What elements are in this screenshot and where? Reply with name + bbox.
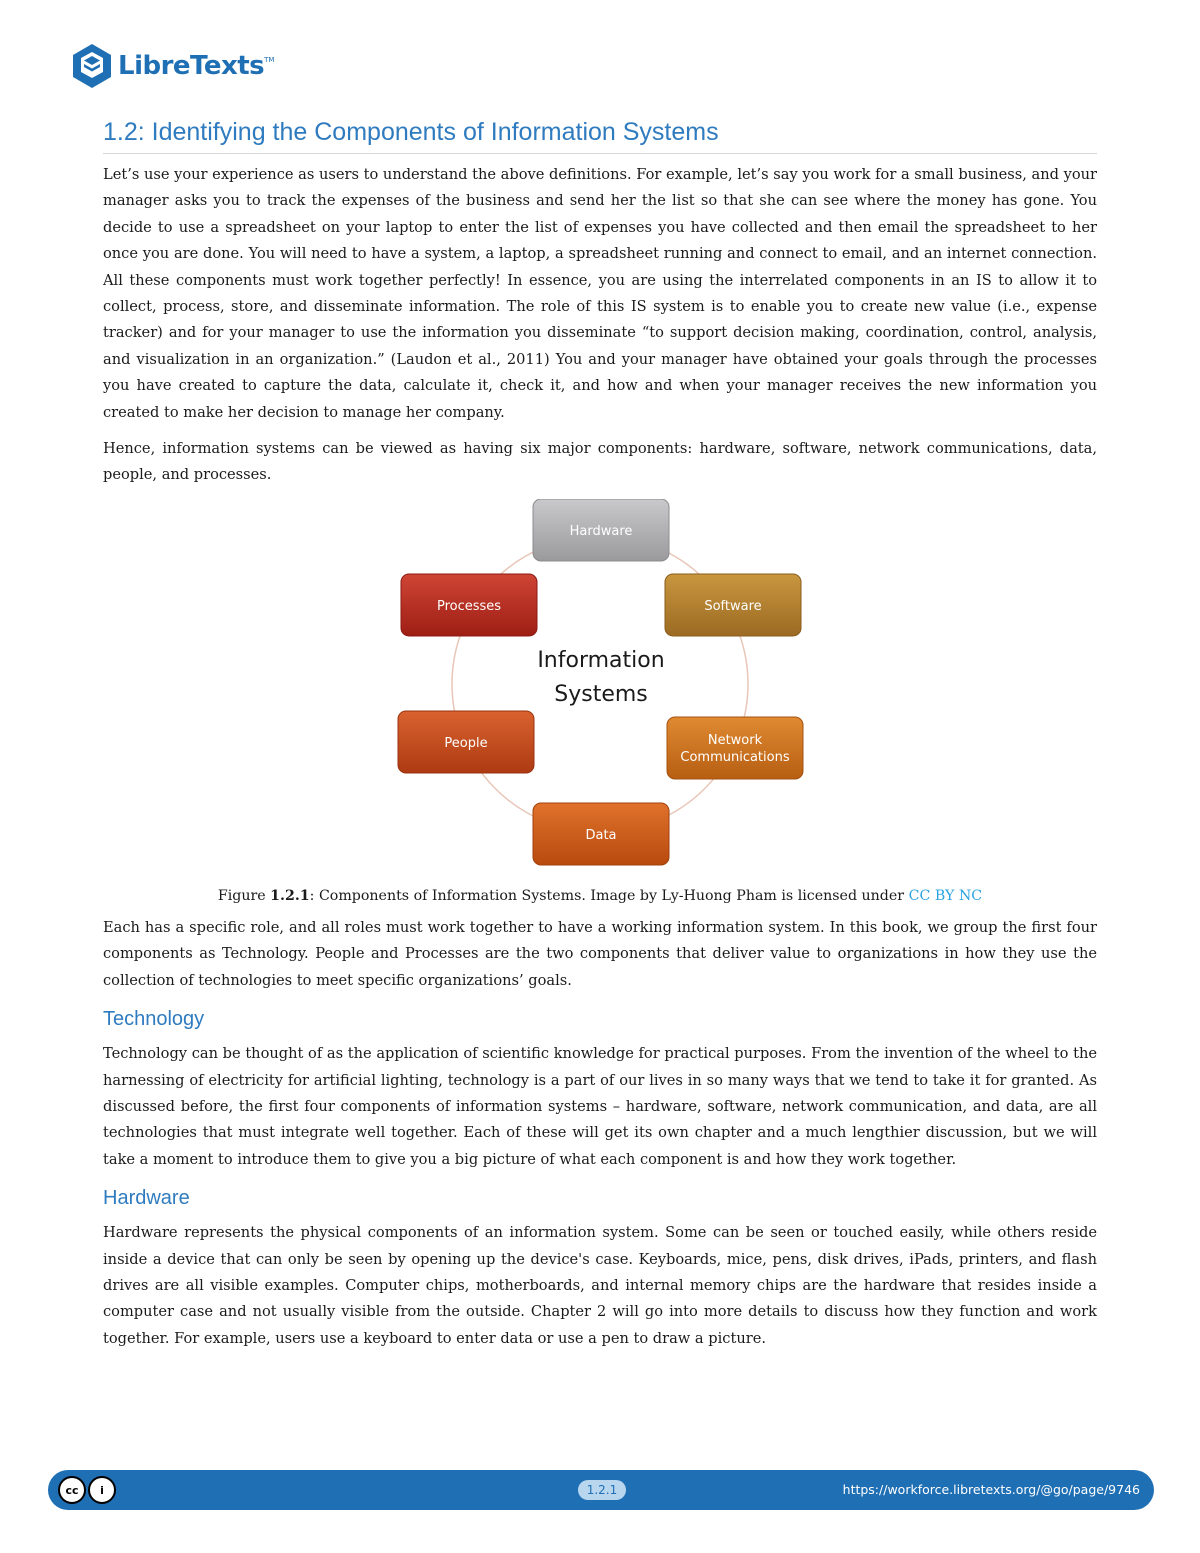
paragraph-hardware: Hardware represents the physical components of an information system. Some can be seen or touched easily, while others reside inside a device that can only be seen by opening up the device's case. Keyboards, mice, pens, disk drives, iPads, printers, and flash drives are all visible examples. Computer chips, motherboards, and internal memory chips are the hardware that resides inside a computer case and not usually visible from the outside. Chapter 2 will go into more details to discuss how they function and work together. For example, users use a keyboard to enter data or use a pen to draw a picture. [103, 1224, 1097, 1347]
is-components-diagram [103, 499, 1097, 879]
cc-license-badge[interactable] [58, 1476, 118, 1504]
center-label-line2: Systems [554, 681, 648, 707]
paragraph-technology: Technology can be thought of as the application of scientific knowledge for practical purposes. From the invention of the wheel to the harnessing of electricity for artificial lighting, technology is a part of our lives in so many ways that we tend to take it for granted. As discussed before, the first four components of information systems – hardware, software, network communication, and data, are all technologies that must integrate well together. Each of these will get its own chapter and a much lengthier discussion, but we will take a moment to introduce them to give you a big picture of what each component is and how they work together. [103, 1045, 1097, 1168]
caption-figure-number: 1.2.1 [270, 887, 310, 904]
node-software-label: Software [704, 598, 762, 614]
node-network-label-line2: Communications [680, 749, 790, 765]
node-network-communications [667, 717, 803, 779]
page-footer [48, 1470, 1154, 1510]
node-hardware-label: Hardware [569, 523, 633, 539]
paragraph-roles: Each has a specific role, and all roles must work together to have a working information system. In this book, we group the first four components as Technology. People and Processes are the two components that deliver value to organizations in how they use the collection of technologies to meet specific organizations’ goals. [103, 918, 1097, 989]
heading-technology: Technology [103, 1008, 205, 1031]
heading-hardware: Hardware [103, 1187, 190, 1210]
caption-text: : Components of Information Systems. Image by Ly-Huong Pham is licensed under [309, 887, 909, 904]
node-people-label: People [444, 735, 488, 751]
paragraph-intro: Let’s use your experience as users to understand the above definitions. For example, let’s say you work for a small business, and your manager asks you to track the expenses of the business and send her the list so that she can see where the money has gone. You decide to use a spreadsheet on your laptop to enter the list of expenses you have collected and then email the spreadsheet to her once you are done. You will need to have a system, a laptop, a spreadsheet running and connect to email, and an internet connection. All these components must work together perfectly! In essence, you are using the interrelated components in an IS to allow it to collect, process, store, and disseminate information. The role of this IS system is to enable you to create new value (i.e., expense tracker) and for your manager to use the information you disseminate “to support decision making, coordination, control, analysis, and visualization in an organization.” (Laudon et al., 2011) You and your manager have obtained your goals through the processes you have created to capture the data, calculate it, check it, and how and when your manager receives the new information you created to make her decision to manage her company. [103, 166, 1097, 421]
node-data-label: Data [585, 827, 617, 843]
libretexts-logo[interactable] [72, 40, 274, 92]
logo-text: LibreTexts [118, 51, 265, 81]
node-hardware [533, 499, 669, 561]
libretexts-logo-icon [72, 43, 112, 89]
node-data [533, 803, 669, 865]
paragraph-components: Hence, information systems can be viewed as having six major components: hardware, software, network communications, data, people, and processes. [103, 440, 1097, 484]
page-title: 1.2: Identifying the Components of Information Systems [103, 118, 1097, 154]
node-processes-label: Processes [436, 598, 502, 614]
license-link[interactable]: CC BY NC [908, 887, 983, 904]
caption-prefix: Figure [217, 887, 271, 904]
node-people [398, 711, 534, 773]
node-software [665, 574, 801, 636]
page-content [103, 118, 1097, 1362]
node-network-label-line1: Network [707, 732, 763, 748]
page-url-link[interactable]: https://workforce.libretexts.org/@go/page/9746 [842, 1482, 1140, 1497]
is-components-figure [103, 499, 1097, 879]
page-number: 1.2.1 [578, 1480, 626, 1500]
center-label-line1: Information [537, 647, 665, 673]
attribution-icon: i [88, 1476, 116, 1504]
cc-icon: cc [58, 1476, 86, 1504]
figure-caption [103, 885, 1097, 907]
node-processes [401, 574, 537, 636]
logo-trademark: TM [264, 56, 275, 64]
